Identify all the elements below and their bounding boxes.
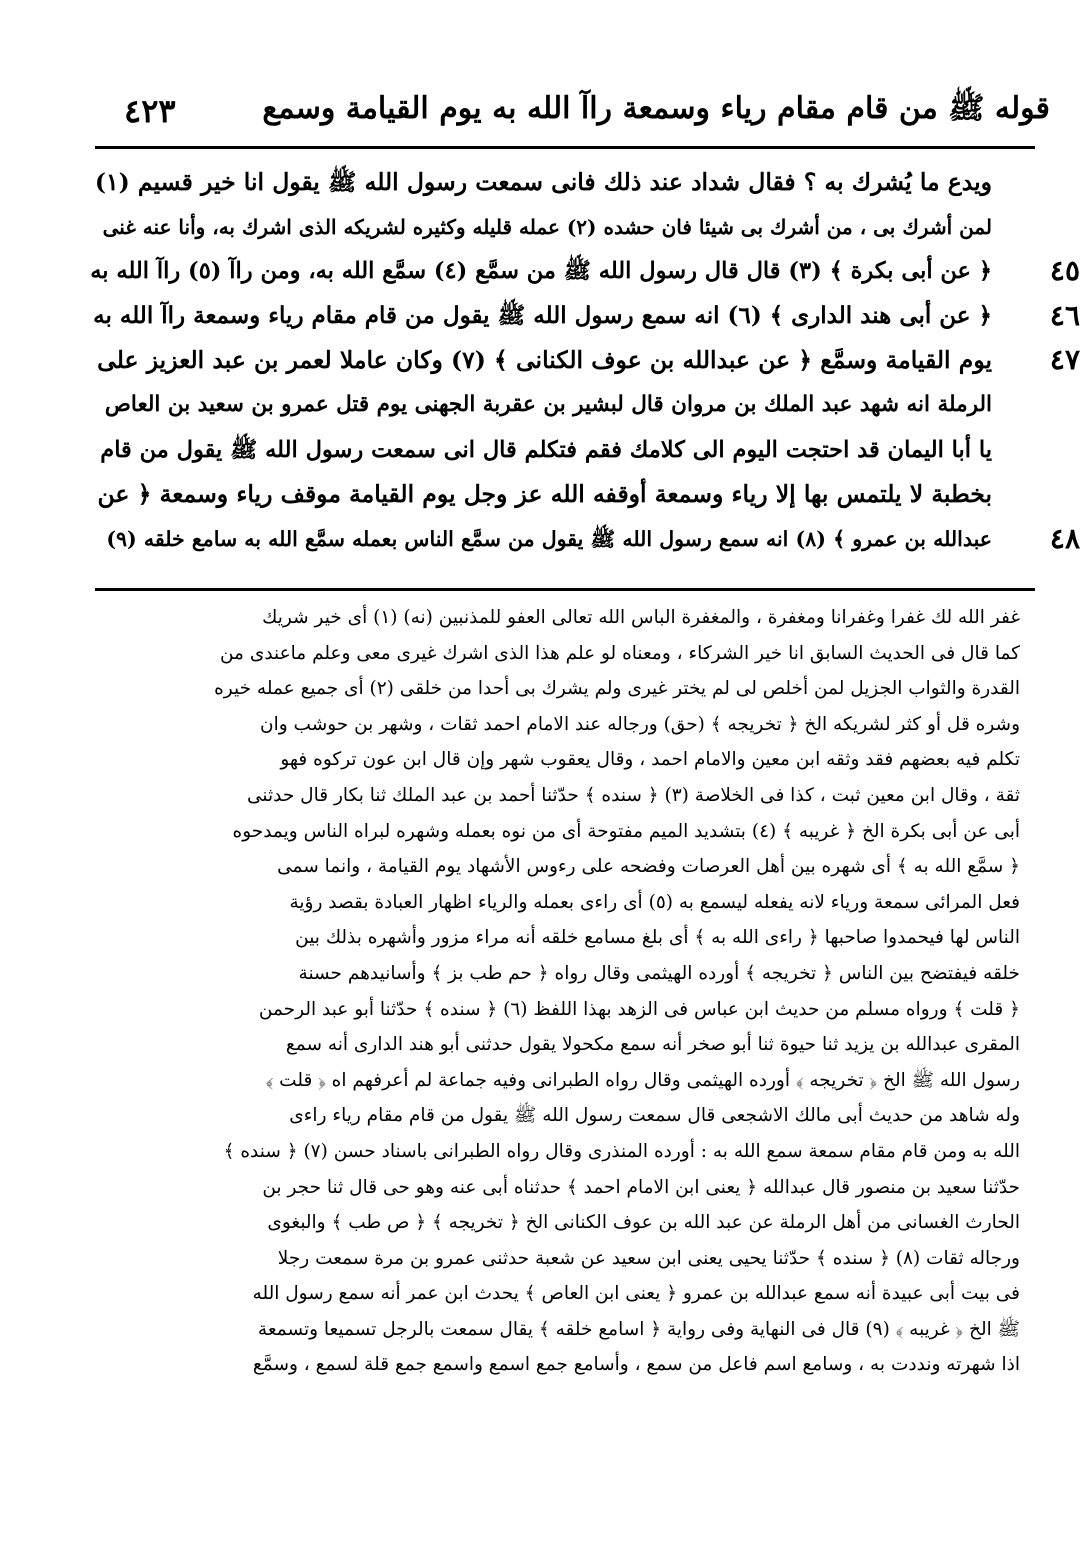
- hadith-line-text: يوم القيامة وسمَّع ﴿ عن عبدالله بن عوف الكنانى ﴾ (٧) وكان عاملا لعمر بن عبد العزيز على: [97, 346, 992, 375]
- commentary-divider: [95, 588, 1035, 591]
- hadith-line-text: بخطبة لا يلتمس بها إلا رياء وسمعة أوقفه الله عز وجل يوم القيامة موقف رياء وسمعة ﴿ عن: [97, 480, 992, 509]
- hadith-number: ٤٨: [1049, 521, 1080, 555]
- commentary-line: الناس لها فيحمدوا صاحبها ﴿ راءى الله به ﴾ أى بلغ مسامع خلقه أنه مراء مزور وأشهره بذلك بين: [295, 927, 1020, 949]
- hadith-number: ٤٧: [1049, 343, 1080, 377]
- running-title: قوله ﷺ من قام مقام رياء وسمعة راآ الله به يوم القيامة وسمع: [262, 90, 1050, 126]
- hadith-line-text: ويدع ما يُشرك به ؟ فقال شداد عند ذلك فانى سمعت رسول الله ﷺ يقول انا خير قسيم (١): [94, 168, 992, 196]
- hadith-line: [90, 338, 1080, 383]
- hadith-line-text: الرملة انه شهد عبد الملك بن مروان قال لبشير بن عقربة الجهنى يوم قتل عمرو بن سعيد بن العاص: [104, 391, 992, 417]
- hadith-line-text: عبدالله بن عمرو ﴾ (٨) انه سمع رسول الله ﷺ يقول من سمَّع الناس بعمله سمَّع الله به سامع خلقه (٩): [106, 526, 992, 551]
- commentary-line: فعل المرائى سمعة ورياء لانه يفعله ليسمع به (٥) أى راءى بعمله والرياء اظهار العبادة بقصد رؤية: [289, 891, 1020, 913]
- hadith-line-text: لمن أشرك بى ، من أشرك بى شيئا فان حشده (٢) عمله قليله وكثيره لشريكه الذى اشرك به، وأنا عنه غنى: [102, 214, 992, 239]
- hadith-number: ٤٥: [1049, 254, 1080, 288]
- hadith-line: [90, 249, 1080, 294]
- hadith-number: ٤٦: [1049, 298, 1080, 332]
- hadith-line: [90, 205, 1080, 250]
- hadith-text: [90, 160, 1080, 561]
- commentary-line: ﴿ قلت ﴾ ورواه مسلم من حديث ابن عباس فى الزهد بهذا اللفظ (٦) ﴿ سنده ﴾ حدّثنا أبو عبد الرحمن: [258, 998, 1020, 1020]
- commentary: [95, 600, 1020, 1383]
- hadith-line: [90, 383, 1080, 428]
- commentary-line: ثقة ، وقال ابن معين ثبت ، كذا فى الخلاصة (٣) ﴿ سنده ﴾ حدّثنا أحمد بن عبد الملك ثنا بكار قال حدثنى: [247, 784, 1020, 806]
- commentary-line: رسول الله ﷺ الخ ﴿ تخريجه ﴾ أورده الهيثمى وقال رواه الطبرانى وفيه جماعة لم أعرفهم اه ﴿ قلت ﴾: [265, 1069, 1020, 1091]
- hadith-line-text: ﴿ عن أبى بكرة ﴾ (٣) قال قال رسول الله ﷺ من سمَّع (٤) سمَّع الله به، ومن راآ (٥) راآ الله به: [90, 258, 992, 285]
- hadith-line: [90, 428, 1080, 473]
- commentary-line: غفر الله لك غفرا وغفرانا ومغفرة ، والمغفرة الباس الله تعالى العفو للمذنبين (نه) (١) أى خير شريك: [262, 607, 1020, 628]
- commentary-line: فى بيت أبى عبيدة أنه سمع عبدالله بن عمرو ﴿ يعنى ابن العاص ﴾ يحدث ابن عمر أنه سمع رسول الله: [252, 1283, 1020, 1305]
- commentary-line: ورجاله ثقات (٨) ﴿ سنده ﴾ حدّثنا يحيى يعنى ابن سعيد عن شعبة حدثنى عمرو بن مرة سمعت رجلا: [277, 1247, 1020, 1269]
- commentary-line: وله شاهد من حديث أبى مالك الاشجعى قال سمعت رسول الله ﷺ يقول من قام مقام رياء راءى: [289, 1105, 1020, 1127]
- hadith-line: [90, 517, 1080, 562]
- commentary-line: وشره قل أو كثر لشريكه الخ ﴿ تخريجه ﴾ (حق) ورجاله عند الامام احمد ثقات ، وشهر بن حوشب وان: [260, 713, 1020, 735]
- commentary-line: أبى عن أبى بكرة الخ ﴿ غريبه ﴾ (٤) بتشديد الميم مفتوحة أى من نوه بعمله وشهره لبراه الناس ويمدحوه: [232, 820, 1020, 842]
- commentary-line: حدّثنا سعيد بن منصور قال عبدالله ﴿ يعنى ابن الامام احمد ﴾ حدثناه أبى عنه وهو حى قال ثنا حجر بن: [262, 1176, 1020, 1198]
- hadith-line-text: يا أبا اليمان قد احتجت اليوم الى كلامك فقم فتكلم قال انى سمعت رسول الله ﷺ يقول من قام: [100, 436, 992, 463]
- hadith-line: [90, 160, 1080, 205]
- page-number: ٤٢٣: [124, 92, 176, 130]
- page-header: [110, 82, 1050, 140]
- commentary-line: ﴿ سمَّع الله به ﴾ أى شهره بين أهل العرصات وفضحه على رءوس الأشهاد يوم القيامة ، وانما سمى: [277, 856, 1020, 878]
- header-divider: [95, 146, 1035, 149]
- commentary-line: تكلم فيه بعضهم فقد وثقه ابن معين والامام احمد ، وقال يعقوب شهر وإن قال ابن عون تركوه فهو: [280, 749, 1020, 771]
- commentary-line: كما قال فى الحديث السابق انا خير الشركاء ، ومعناه لو علم هذا الذى اشرك غيرى معى وعلم ماعندى من: [219, 642, 1020, 664]
- commentary-line: الحارث الغسانى من أهل الرملة عن عبد الله بن عوف الكنانى الخ ﴿ تخريجه ﴾ ﴿ ص طب ﴾ والبغوى: [267, 1212, 1020, 1234]
- commentary-line: القدرة والثواب الجزيل لمن أخلص لى لم يختر غيرى ولم يشرك بى أحدا من خلقى (٢) أى جميع عمله خيره: [214, 678, 1020, 700]
- commentary-line: المقرى عبدالله بن يزيد ثنا حيوة ثنا أبو صخر أنه سمع مكحولا يقول حدثنى أبو هند الدارى أنه سمع: [285, 1034, 1020, 1056]
- commentary-line: الله به ومن قام مقام سمعة سمع الله به : أورده المنذرى وقال رواه الطبرانى باسناد حسن (٧) ﴿ سنده ﴾: [223, 1140, 1020, 1162]
- hadith-line: [90, 294, 1080, 339]
- commentary-line: اذا شهرته ونددت به ، وسامع اسم فاعل من سمع ، وأسامع جمع اسمع واسمع جمع قلة لسمع ، وسمَّع: [252, 1354, 1020, 1376]
- commentary-line: خلقه فيفتضح بين الناس ﴿ تخريجه ﴾ أورده الهيثمى وقال رواه ﴿ حم طب بز ﴾ وأسانيدهم حسنة: [298, 962, 1020, 984]
- commentary-line: ﷺ الخ ﴿ غريبه ﴾ (٩) قال فى النهاية وفى رواية ﴿ اسامع خلقه ﴾ يقال سمعت بالرجل تسميعا وتسمعة: [257, 1318, 1020, 1340]
- hadith-line-text: ﴿ عن أبى هند الدارى ﴾ (٦) انه سمع رسول الله ﷺ يقول من قام مقام رياء وسمعة راآ الله به: [93, 301, 992, 329]
- hadith-line: [90, 472, 1080, 517]
